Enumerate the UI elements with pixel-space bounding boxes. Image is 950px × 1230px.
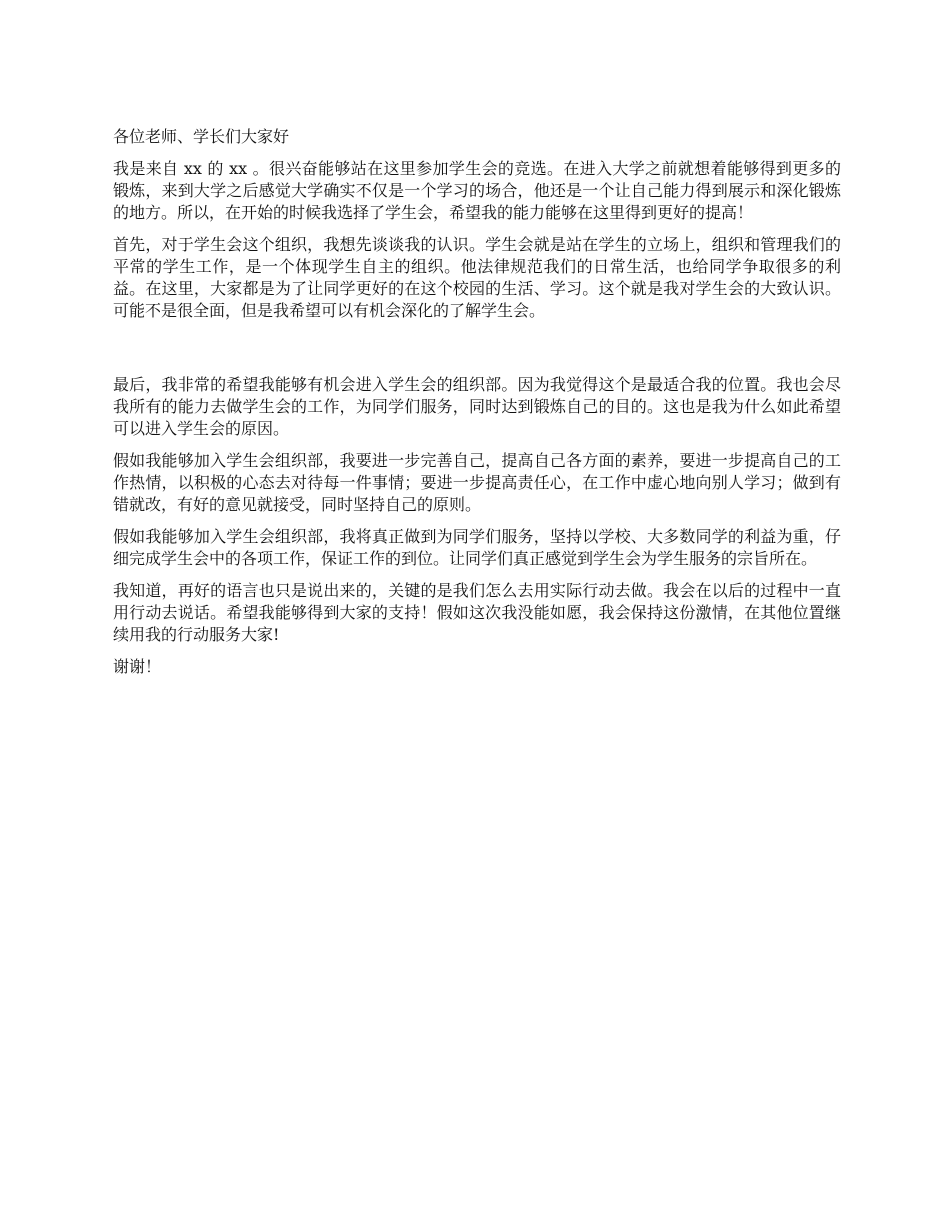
document-page	[113, 126, 841, 688]
paragraph-finally: 最后，我非常的希望我能够有机会进入学生会的组织部。因为我觉得这个是最适合我的位置。我也会尽我所有的能力去做学生会的工作，为同学们服务，同时达到锻炼自己的目的。这也是我为什么如此希望可以进入学生会的原因。	[113, 375, 841, 438]
paragraph-commitment-2: 假如我能够加入学生会组织部，我将真正做到为同学们服务，坚持以学校、大多数同学的利益为重，仔细完成学生会中的各项工作，保证工作的到位。让同学们真正感觉到学生会为学生服务的宗旨所在。	[113, 527, 841, 568]
paragraph-understanding: 首先，对于学生会这个组织，我想先谈谈我的认识。学生会就是站在学生的立场上，组织和管理我们的平常的学生工作，是一个体现学生自主的组织。他法律规范我们的日常生活，也给同学争取很多的利益。在这里，大家都是为了让同学更好的在这个校园的生活、学习。这个就是我对学生会的大致认识。可能不是很全面，但是我希望可以有机会深化的了解学生会。	[113, 235, 841, 320]
greeting: 各位老师、学长们大家好	[113, 127, 290, 146]
paragraph-commitment-1: 假如我能够加入学生会组织部，我要进一步完善自己，提高自己各方面的素养，要进一步提高自己的工作热情，以积极的心态去对待每一件事情；要进一步提高责任心，在工作中虚心地向别人学习；做到有错就改，有好的意见就接受，同时坚持自己的原则。	[113, 451, 841, 514]
closing: 谢谢！	[113, 657, 162, 676]
paragraph-conclusion: 我知道，再好的语言也只是说出来的，关键的是我们怎么去用实际行动去做。我会在以后的过程中一直用行动去说话。希望我能够得到大家的支持！假如这次我没能如愿，我会保持这份激情，在其他位置继续用我的行动服务大家!	[113, 581, 841, 644]
paragraph-introduction: 我是来自 xx 的 xx 。很兴奋能够站在这里参加学生会的竞选。在进入大学之前就想着能够得到更多的锻炼，来到大学之后感觉大学确实不仅是一个学习的场合，他还是一个让自己能力得到展示和深化锻炼的地方。所以，在开始的时候我选择了学生会，希望我的能力能够在这里得到更好的提高！	[113, 159, 841, 222]
blank-spacer	[113, 332, 841, 374]
